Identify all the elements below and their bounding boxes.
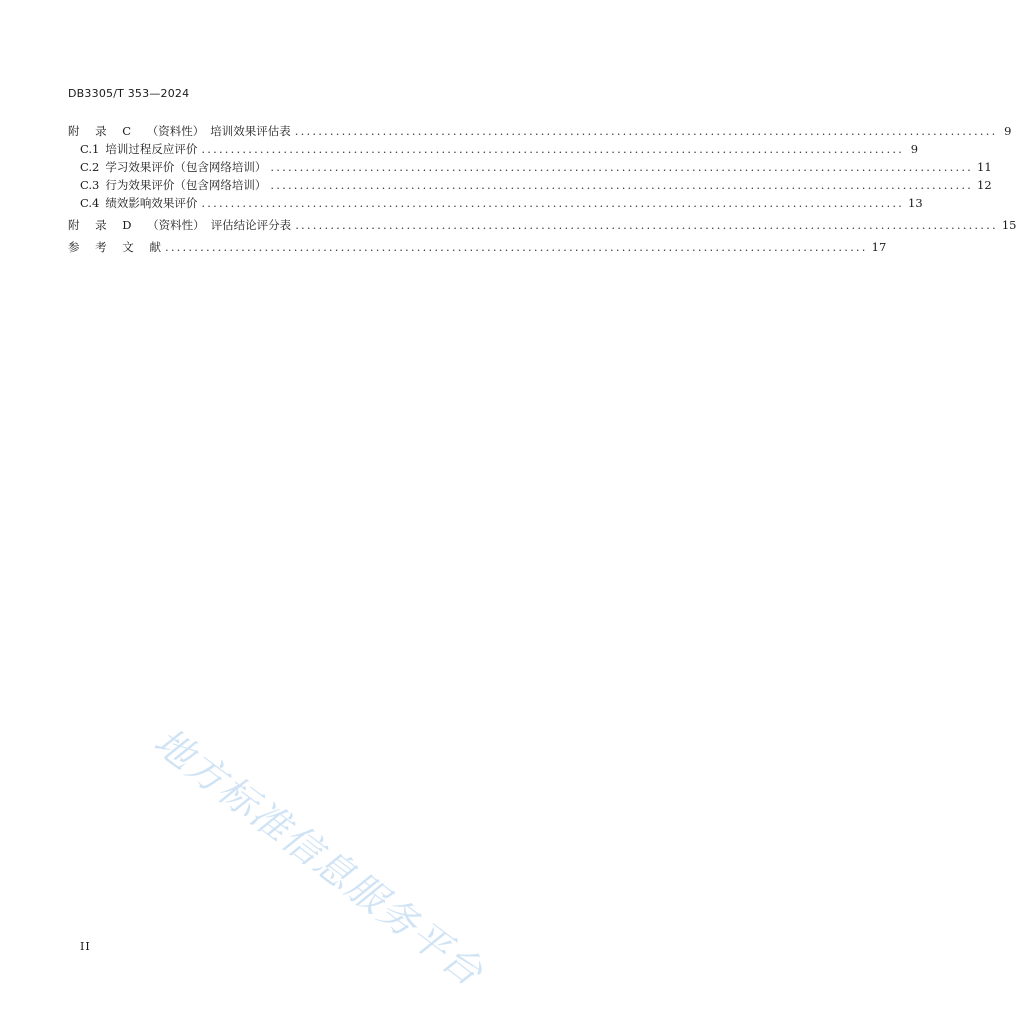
toc-entry-references[interactable] <box>68 239 887 257</box>
toc-entry-page: 13 <box>908 196 923 210</box>
toc-dot-leader: ........................................................................................................................ <box>294 124 998 138</box>
toc-entry-appendix-c[interactable] <box>68 123 1012 141</box>
toc-entry-c3[interactable] <box>68 177 992 195</box>
toc-entry-label: 参 考 文 献 <box>68 240 161 254</box>
toc-entry-c1[interactable] <box>68 141 919 159</box>
document-code: DB3305/T 353—2024 <box>68 87 190 100</box>
toc-entry-title: 学习效果评价（包含网络培训） <box>105 160 267 174</box>
table-of-contents <box>68 123 1017 257</box>
toc-dot-leader: ........................................................................................................................ <box>164 240 868 254</box>
toc-dot-leader: ........................................................................................................................ <box>295 218 998 232</box>
page-number: II <box>80 940 91 953</box>
toc-entry-page: 12 <box>977 178 992 192</box>
toc-dot-leader: ........................................................................................................................ <box>201 142 905 156</box>
toc-entry-label: C.1 <box>80 142 100 156</box>
toc-dot-leader: ........................................................................................................................ <box>201 196 905 210</box>
toc-entry-title: 评估结论评分表 <box>210 218 292 232</box>
toc-entry-page: 11 <box>977 160 992 174</box>
toc-entry-label: 附 录 D （资料性） <box>68 218 205 232</box>
watermark: 地方标准信息服务平台 <box>146 719 493 996</box>
toc-entry-page: 9 <box>1004 124 1012 138</box>
toc-entry-label: 附 录 C （资料性） <box>68 124 205 138</box>
toc-entry-title: 行为效果评价（包含网络培训） <box>105 178 267 192</box>
toc-entry-page: 17 <box>871 240 887 254</box>
toc-entry-page: 15 <box>1001 218 1017 232</box>
toc-dot-leader: ........................................................................................................................ <box>270 160 974 174</box>
toc-entry-c2[interactable] <box>68 159 992 177</box>
toc-entry-c4[interactable] <box>68 195 923 213</box>
toc-entry-title: 培训效果评估表 <box>210 124 291 138</box>
toc-dot-leader: ........................................................................................................................ <box>270 178 974 192</box>
toc-entry-title: 绩效影响效果评价 <box>105 196 198 210</box>
toc-entry-label: C.2 <box>80 160 100 174</box>
toc-entry-appendix-d[interactable] <box>68 217 1017 235</box>
toc-entry-label: C.4 <box>80 196 100 210</box>
toc-entry-title: 培训过程反应评价 <box>105 142 198 156</box>
toc-entry-page: 9 <box>910 142 919 156</box>
toc-entry-label: C.3 <box>80 178 100 192</box>
